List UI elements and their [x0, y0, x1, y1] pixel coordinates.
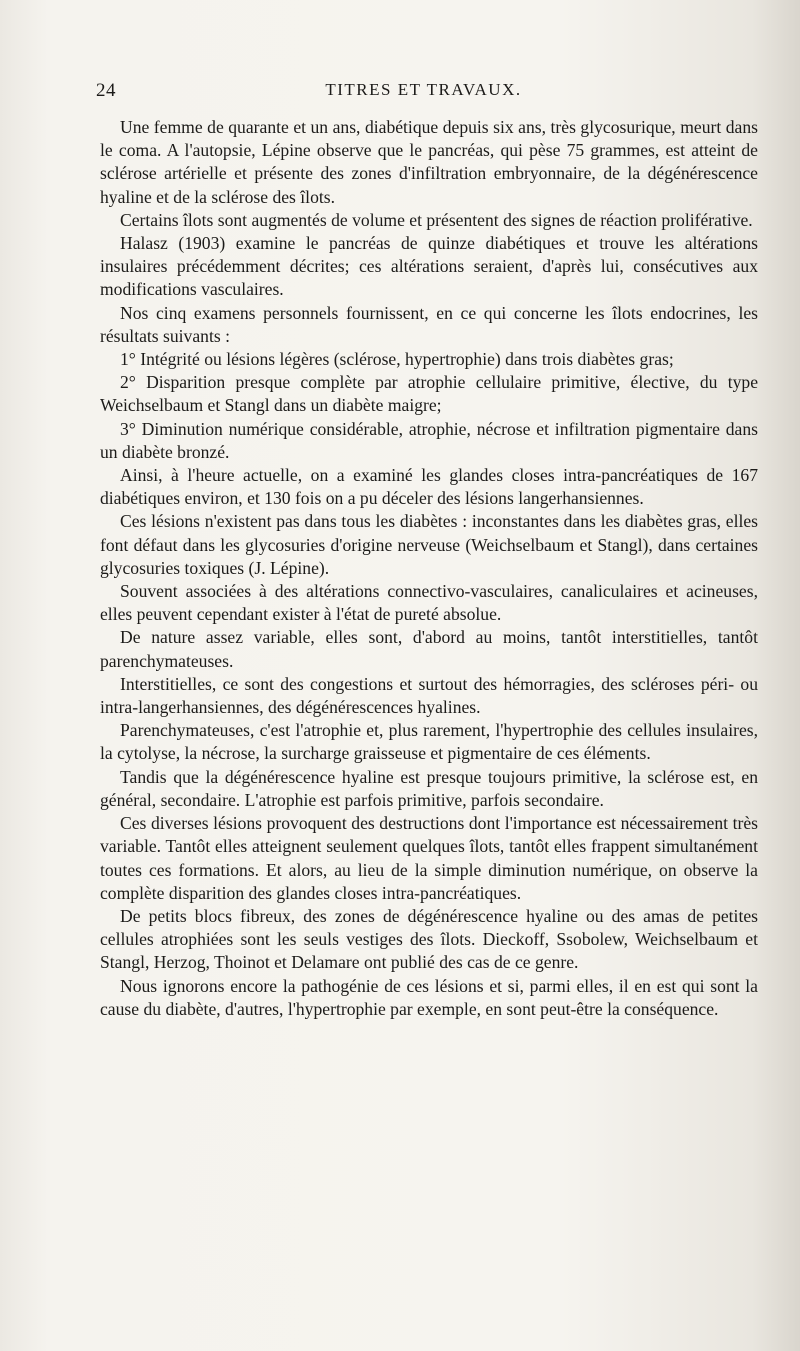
list-item: 1° Intégrité ou lésions légères (sclérose, hypertrophie) dans trois diabètes gras; — [120, 349, 674, 370]
paragraph: Certains îlots sont augmentés de volume et présentent des signes de réaction proliférative. — [120, 209, 753, 230]
paragraph: Une femme de quarante et un ans, diabétique depuis six ans, très glycosurique, meurt dans le coma. A l'autopsie, Lépine observe que le pancréas, qui pèse 75 grammes, est atteint de sclérose artérielle et présente des zones d'infiltration embryonnaire, de la dégénérescence hyaline et de la sclérose des îlots. — [100, 117, 758, 207]
paragraph: Ainsi, à l'heure actuelle, on a examiné les glandes closes intra-pancréatiques de 167 diabétiques environ, et 130 fois on a pu déceler des lésions langerhansiennes. — [100, 465, 758, 509]
list-item: 2° Disparition presque complète par atrophie cellulaire primitive, élective, du type Weichselbaum et Stangl dans un diabète maigre; — [100, 372, 758, 416]
paragraph: Souvent associées à des altérations connectivo-vasculaires, canaliculaires et acineuses, elles peuvent cependant exister à l'état de pureté absolue. — [100, 581, 758, 625]
page-number: 24 — [96, 80, 116, 101]
paragraph: Halasz (1903) examine le pancréas de quinze diabétiques et trouve les altérations insulaires précédemment décrites; ces altérations seraient, d'après lui, consécutives aux modifications vasculaires. — [100, 233, 758, 300]
paragraph: Interstitielles, ce sont des congestions et surtout des hémorragies, des scléroses péri- ou intra-langerhansiennes, des dégénérescences hyalines. — [100, 673, 758, 718]
list-item: 3° Diminution numérique considérable, atrophie, nécrose et infiltration pigmentaire dans un diabète bronzé. — [100, 418, 758, 462]
paragraph: Parenchymateuses, c'est l'atrophie et, plus rarement, l'hypertrophie des cellules insulaires, la cytolyse, la nécrose, la surcharge graisseuse et pigmentaire de ces éléments. — [100, 720, 758, 764]
paragraph: Ces diverses lésions provoquent des destructions dont l'importance est nécessairement très variable. Tantôt elles atteignent seulement quelques îlots, tantôt elles frappent simultanément toutes ces formations. Et alors, au lieu de la simple diminution numérique, on observe la complète disparition des glandes closes intra-pancréatiques. — [100, 813, 758, 903]
paragraph: De petits blocs fibreux, des zones de dégénérescence hyaline ou des amas de petites cellules atrophiées sont les seuls vestiges des îlots. Dieckoff, Ssobolew, Weichselbaum et Stangl, Herzog, Thoinot et Delamare ont publié des cas de ce genre. — [100, 905, 758, 973]
paragraph: Ces lésions n'existent pas dans tous les diabètes : inconstantes dans les diabètes gras, elles font défaut dans les glycosuries d'origine nerveuse (Weichselbaum et Stangl), dans certaines glycosuries toxiques (J. Lépine). — [100, 511, 758, 578]
page-header — [96, 80, 751, 106]
paragraph: Tandis que la dégénérescence hyaline est presque toujours primitive, la sclérose est, en général, secondaire. L'atrophie est parfois primitive, parfois secondaire. — [100, 766, 758, 810]
paragraph: Nous ignorons encore la pathogénie de ces lésions et si, parmi elles, il en est qui sont la cause du diabète, d'autres, l'hypertrophie par exemple, en sont peut-être la conséquence. — [100, 975, 758, 1019]
body-text — [100, 116, 758, 1021]
paragraph: Nos cinq examens personnels fournissent, en ce qui concerne les îlots endocrines, les résultats suivants : — [100, 302, 758, 346]
running-title: TITRES ET TRAVAUX. — [325, 80, 522, 99]
paragraph: De nature assez variable, elles sont, d'abord au moins, tantôt interstitielles, tantôt parenchymateuses. — [100, 627, 758, 671]
